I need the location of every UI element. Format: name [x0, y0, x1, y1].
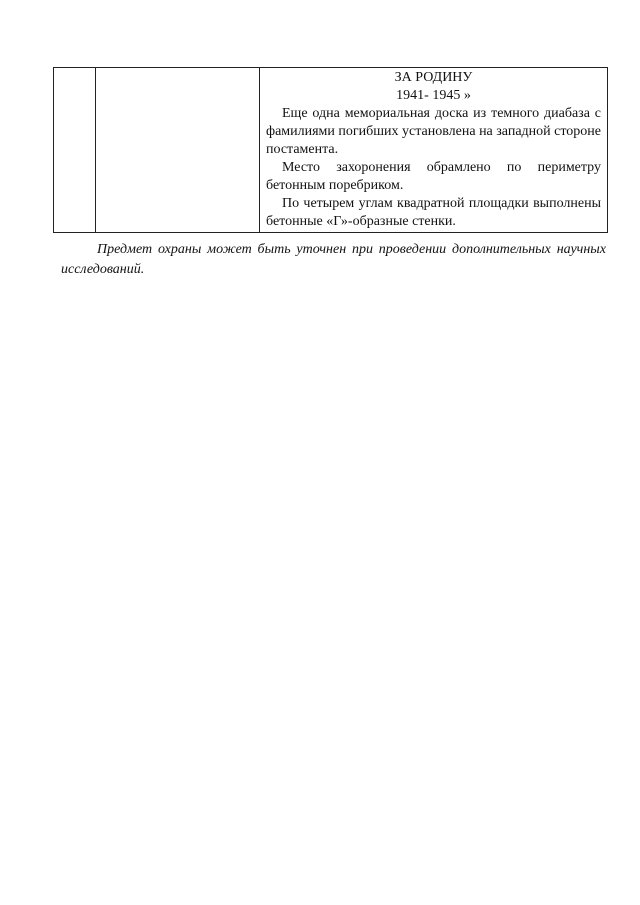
description-paragraph-border: Место захоронения обрамлено по периметру бетонным поребриком. [266, 160, 601, 193]
table-cell-description [260, 68, 608, 233]
protection-note: Предмет охраны может быть уточнен при проведении дополнительных научных исследований. [61, 242, 606, 277]
description-paragraph-plaque: Еще одна мемориальная доска из темного диабаза с фамилиями погибших установлена на западной стороне постамента. [266, 106, 602, 157]
inscription-line-1: ЗА РОДИНУ [394, 70, 473, 85]
table-row [54, 68, 608, 233]
inscription-line-2: 1941- 1945 » [396, 88, 471, 103]
description-paragraph-walls: По четырем углам квадратной площадки выполнены бетонные «Г»-образные стенки. [266, 196, 601, 229]
table-cell-name [96, 68, 260, 233]
protected-object-table [53, 67, 608, 233]
table-cell-number [54, 68, 96, 233]
